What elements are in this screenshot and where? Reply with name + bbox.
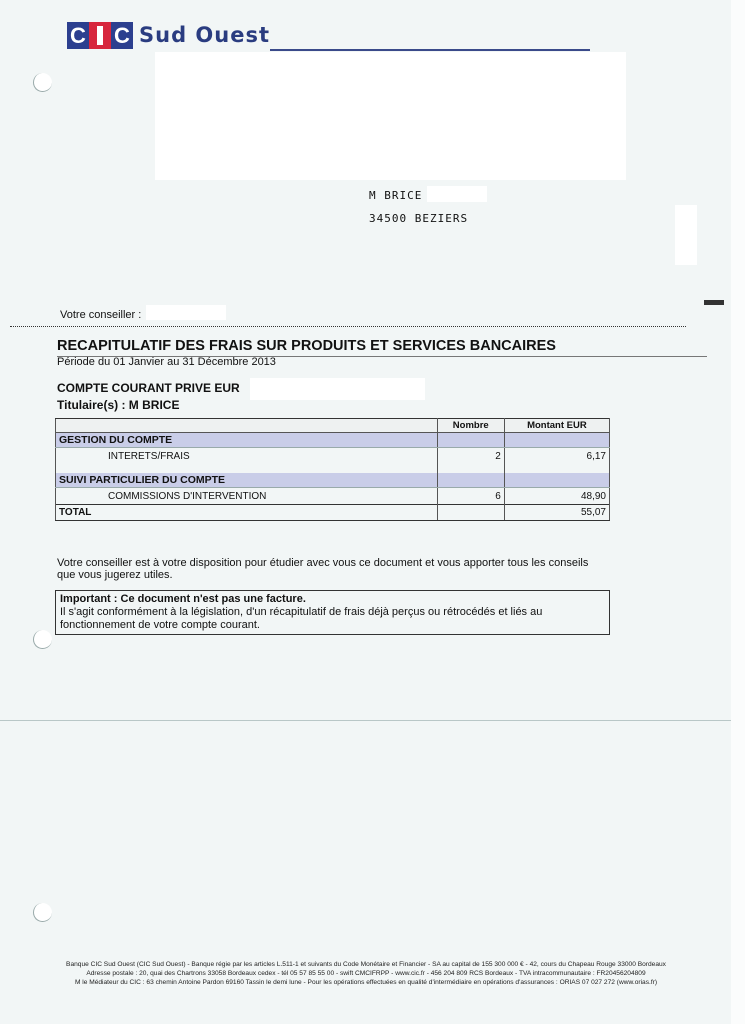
period-text: Période du 01 Janvier au 31 Décembre 2013 bbox=[57, 356, 276, 368]
recipient-name: M BRICE bbox=[369, 189, 423, 202]
notice-heading: Important : Ce document n'est pas une facture. bbox=[60, 593, 306, 605]
redacted-margin bbox=[675, 205, 697, 265]
advisor-message-line1: Votre conseiller est à votre disposition pour étudier avec vous ce document et vous apporter tous les conseils bbox=[57, 557, 589, 569]
scan-mark bbox=[704, 300, 724, 305]
total-amount: 55,07 bbox=[504, 505, 609, 521]
punch-hole-middle bbox=[33, 630, 52, 649]
footer-line2: Adresse postale : 20, quai des Chartrons 33058 Bordeaux cedex - tél 05 57 85 55 00 - swift CMCIFRPP - www.cic.fr - 456 204 809 RCS Bordeaux - TVA intracommunautaire : FR20456204809 bbox=[86, 970, 646, 977]
header-count: Nombre bbox=[437, 419, 504, 433]
account-name: COMPTE COURANT PRIVE EUR bbox=[57, 381, 240, 395]
table-spacer bbox=[56, 464, 610, 473]
redacted-account bbox=[250, 378, 425, 400]
important-notice bbox=[55, 590, 610, 635]
row-amount: 6,17 bbox=[504, 448, 609, 465]
fees-table bbox=[55, 418, 610, 521]
punch-hole-top bbox=[33, 73, 52, 92]
legal-footer bbox=[16, 960, 716, 987]
advisor-message-line2: que vous jugerez utiles. bbox=[57, 569, 173, 581]
logo-letter-c1: C bbox=[67, 22, 89, 49]
group-row bbox=[56, 433, 610, 448]
row-label: COMMISSIONS D'INTERVENTION bbox=[56, 488, 438, 505]
document-title: RECAPITULATIF DES FRAIS SUR PRODUITS ET SERVICES BANCAIRES bbox=[57, 338, 556, 354]
notice-line2: fonctionnement de votre compte courant. bbox=[60, 619, 260, 631]
redacted-advisor bbox=[146, 305, 226, 320]
logo-letter-i bbox=[89, 22, 111, 49]
group-name: SUIVI PARTICULIER DU COMPTE bbox=[56, 473, 438, 488]
logo-brand-text: Sud Ouest bbox=[139, 23, 271, 47]
advisor-label: Votre conseiller : bbox=[60, 309, 142, 321]
group-name: GESTION DU COMPTE bbox=[56, 433, 438, 448]
group-row bbox=[56, 473, 610, 488]
header-blank-cell bbox=[56, 419, 438, 433]
page-edge bbox=[731, 0, 745, 1024]
table-row bbox=[56, 448, 610, 465]
row-count: 6 bbox=[437, 488, 504, 505]
footer-line1: Banque CIC Sud Ouest (CIC Sud Ouest) - Banque régie par les articles L.511-1 et suivants du Code Monétaire et Financier - SA au capital de 155 300 000 € - 42, cours du Chapeau Rouge 33000 Bordeaux bbox=[66, 961, 666, 968]
redacted-name bbox=[427, 186, 487, 202]
footer-line3: M le Médiateur du CIC : 63 chemin Antoine Pardon 69160 Tassin le demi lune - Pour les opérations effectuées en qualité d'intermédiaire en opérations d'assurances : ORIAS 07 027 272 (www.orias.fr) bbox=[74, 979, 658, 986]
recipient-address: 34500 BEZIERS bbox=[369, 212, 469, 225]
header-rule bbox=[270, 49, 590, 51]
total-row bbox=[56, 505, 610, 521]
row-label: INTERETS/FRAIS bbox=[56, 448, 438, 465]
account-holder: Titulaire(s) : M BRICE bbox=[57, 398, 180, 412]
header-amount: Montant EUR bbox=[504, 419, 609, 433]
logo-letter-c2: C bbox=[111, 22, 133, 49]
row-amount: 48,90 bbox=[504, 488, 609, 505]
dotted-separator bbox=[10, 326, 686, 327]
redacted-block bbox=[155, 52, 626, 180]
punch-hole-bottom bbox=[33, 903, 52, 922]
row-count: 2 bbox=[437, 448, 504, 465]
paper-fold-line bbox=[0, 720, 731, 721]
notice-line1: Il s'agit conformément à la législation, d'un récapitulatif de frais déjà perçus ou rétrocédés et liés au bbox=[60, 606, 543, 618]
total-label: TOTAL bbox=[56, 505, 438, 521]
table-row bbox=[56, 488, 610, 505]
table-header-row bbox=[56, 419, 610, 433]
bank-logo bbox=[67, 21, 270, 49]
